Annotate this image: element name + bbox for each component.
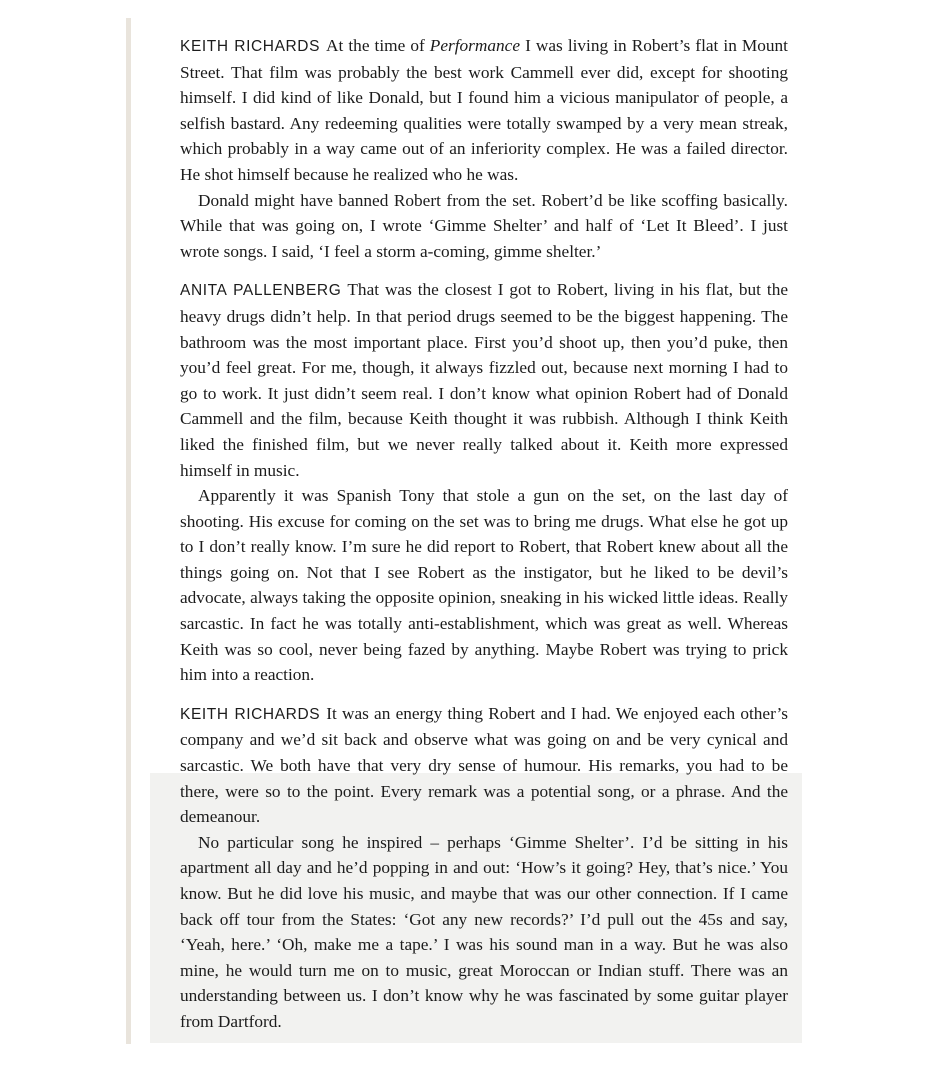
interview-section-keith-1 — [180, 33, 788, 264]
paragraph — [180, 33, 788, 188]
page-edge — [126, 18, 131, 1044]
paragraph-text: That was the closest I got to Robert, living in his flat, but the heavy drugs didn’t help. In that period drugs seemed to be the biggest happening. The bathroom was the most important place. First you’d shoot up, then you’d puke, then you’d feel great. For me, though, it always fizzled out, because next morning I had to go to work. It just didn’t seem real. I don’t know what opinion Robert had of Donald Cammell and the film, because Keith thought it was rubbish. Although I think Keith liked the finished film, but we never really talked about it. Keith more expressed himself in music. — [180, 280, 789, 480]
paragraph — [180, 277, 788, 483]
paragraph: Donald might have banned Robert from the set. Robert’d be like scoffing basically. While that was going on, I wrote ‘Gimme Shelter’ and half of ‘Let It Bleed’. I just wrote songs. I said, ‘I feel a storm a-coming, gimme shelter.’ — [180, 190, 788, 261]
paragraph-text: It was an energy thing Robert and I had. We enjoyed each other’s company and we’d sit back and observe what was going on and be very cynical and sarcastic. We both have that very dry sense of humour. His remarks, you had to be there, were so to the point. Every remark was a potential song, or a phrase. And the demeanour. — [180, 703, 788, 827]
speaker-name: KEITH RICHARDS — [180, 38, 321, 55]
film-title: Performance — [429, 36, 521, 55]
paragraph: No particular song he inspired – perhaps ‘Gimme Shelter’. I’d be sitting in his apartment all day and he’d popping in and out: ‘How’s it going? Hey, that’s nice.’ You know. But he did love his music, and maybe that was our other connection. If I came back off tour from the States: ‘Got any new records?’ I’d pull out the 45s and say, ‘Yeah, here.’ ‘Oh, make me a tape.’ I was his sound man in a way. But he was also mine, he would turn me on to music, great Moroccan or Indian stuff. There was an understanding between us. I don’t know why he was fascinated by some guitar player from Dartford. — [180, 832, 788, 1031]
paragraph-text: I was living in Robert’s flat in Mount Street. That film was probably the best work Cammell ever did, except for shooting himself. I did kind of like Donald, but I found him a vicious manipulator of people, a selfish bastard. Any redeeming qualities were totally swamped by a very mean streak, which probably in a way came out of an inferiority complex. He was a failed director. He shot himself because he realized who he was. — [180, 36, 788, 184]
book-page — [180, 33, 788, 1048]
paragraph-text: At the time of — [326, 36, 430, 55]
paragraph: Apparently it was Spanish Tony that stole a gun on the set, on the last day of shooting. His excuse for coming on the set was to bring me drugs. What else he got up to I don’t really know. I’m sure he did report to Robert, that Robert knew about all the things going on. Not that I see Robert as the instigator, but he liked to be devil’s advocate, always taking the opposite opinion, sneaking in his wicked little ideas. Really sarcastic. In fact he was totally anti-establishment, which was great as well. Whereas Keith was so cool, never being fazed by anything. Maybe Robert was trying to prick him into a reaction. — [180, 486, 788, 685]
speaker-name: KEITH RICHARDS — [180, 705, 321, 723]
paragraph — [180, 701, 788, 830]
interview-section-keith-2 — [180, 701, 788, 1035]
speaker-name: ANITA PALLENBERG — [180, 282, 342, 300]
interview-section-anita — [180, 277, 788, 688]
